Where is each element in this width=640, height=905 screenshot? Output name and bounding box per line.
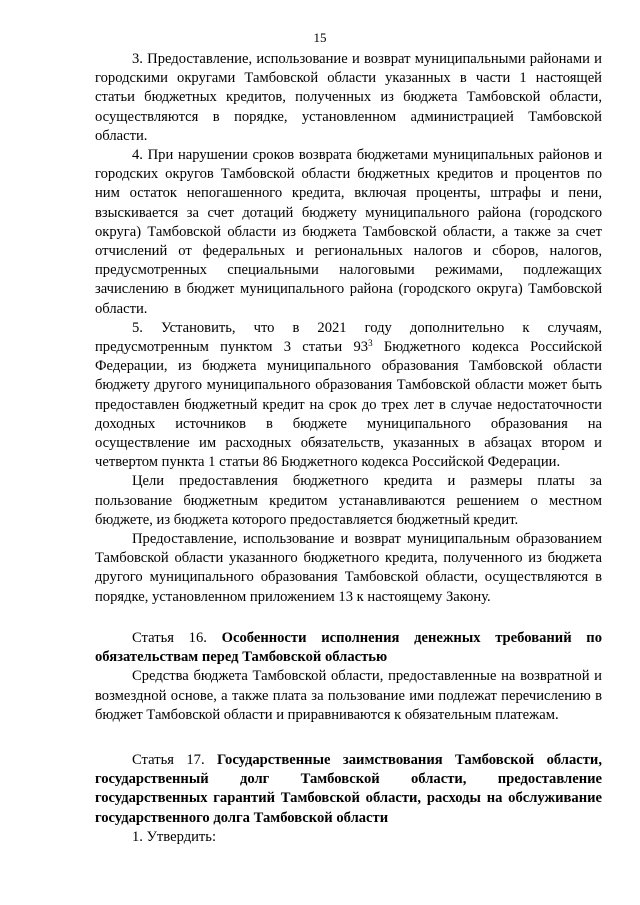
document-body	[95, 50, 602, 847]
article-16-heading	[95, 629, 602, 667]
article-17-heading	[95, 751, 602, 828]
article-17-label: Статья 17.	[132, 751, 218, 768]
article-16-label: Статья 16.	[132, 629, 222, 646]
superscript: 3	[368, 338, 373, 349]
article-16-text: Средства бюджета Тамбовской области, предоставленные на возвратной и возмездной основе, а также плата за пользование ими подлежат перечислению в бюджет Тамбовской области и приравниваются к обязательным платежам.	[95, 668, 602, 723]
paragraph-4: 4. При нарушении сроков возврата бюджетами муниципальных районов и городских округов Тамбовской области бюджетных кредитов и процентов по ним остаток непогашенного кредита, включая проценты, штрафы и пени, взыскивается за счет дотаций бюджету муниципального района (городского округа) Тамбовской области из бюджета Тамбовской области, а также за счет отчислений от федеральных и региональных налогов и сборов, налогов, предусмотренных специальными налоговыми режимами, подлежащих зачислению в бюджет муниципального района (городского округа) Тамбовской области.	[95, 147, 602, 317]
paragraph-provision: Предоставление, использование и возврат муниципальным образованием Тамбовской области указанного бюджетного кредита, полученного из бюджета другого муниципального образования Тамбовской области, осуществляются в порядке, установленном приложением 13 к настоящему Закону.	[95, 531, 602, 605]
paragraph-3: 3. Предоставление, использование и возврат муниципальными районами и городскими округами Тамбовской области указанных в части 1 настоящей статьи бюджетных кредитов, полученных из бюджета Тамбовской области, осуществляются в порядке, установленном администрацией Тамбовской области.	[95, 51, 602, 144]
page-number: 15	[313, 30, 327, 45]
article-16-title: Особенности исполнения денежных требований по обязательствам перед Тамбовской областью	[95, 629, 603, 666]
paragraph-goals: Цели предоставления бюджетного кредита и размеры платы за пользование бюджетным кредитом устанавливаются решением о местном бюджете, из бюджета которого предоставляется бюджетный кредит.	[95, 473, 602, 528]
paragraph-5	[95, 319, 602, 473]
paragraph-5-start: 5. Установить, что в 2021 году дополнительно к случаям, предусмотренным пунктом 3 статьи 93	[95, 319, 602, 356]
paragraph-5-rest: Бюджетного кодекса Российской Федерации, из бюджета муниципального образования Тамбовской области бюджету другого муниципального образования Тамбовской области может быть предоставлен бюджетный кредит на срок до трех лет в случае недостаточности доходных источников в бюджете муниципального образования на осуществление им расходных обязательств, указанных в абзацах втором и четвертом пункта 1 статьи 86 Бюджетного кодекса Российской Федерации.	[95, 339, 602, 471]
article-17-title: Государственные заимствования Тамбовской области, государственный долг Тамбовской области, предоставление государственных гарантий Тамбовской области, расходы на обслуживание государственного долга Тамбовской области	[95, 751, 602, 826]
article-17-item-1: 1. Утвердить:	[132, 828, 217, 845]
